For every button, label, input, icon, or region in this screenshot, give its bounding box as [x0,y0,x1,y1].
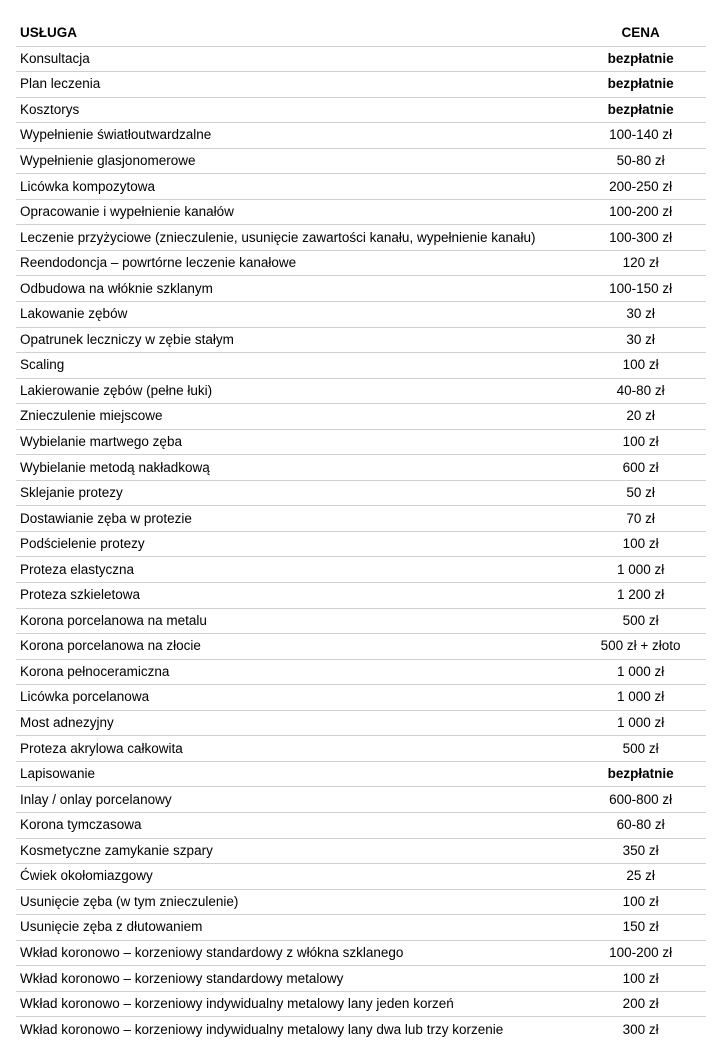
service-name-cell: Wkład koronowo – korzeniowy indywidualny metalowy lany dwa lub trzy korzenie [16,1017,575,1042]
table-row [16,557,706,583]
table-row [16,736,706,762]
table-row [16,864,706,890]
service-name-cell: Podścielenie protezy [16,531,575,557]
price-cell: 100-200 zł [575,940,706,966]
service-name-cell: Wybielanie martwego zęba [16,429,575,455]
service-name-cell: Wkład koronowo – korzeniowy indywidualny metalowy lany jeden korzeń [16,991,575,1017]
table-row [16,225,706,251]
price-cell: 600 zł [575,455,706,481]
service-name-cell: Konsultacja [16,46,575,72]
table-row [16,250,706,276]
price-cell: 600-800 zł [575,787,706,813]
service-name-cell: Lapisowanie [16,761,575,787]
service-name-cell: Lakowanie zębów [16,302,575,328]
price-cell: 1 000 zł [575,710,706,736]
price-cell: 25 zł [575,864,706,890]
price-cell: 1 200 zł [575,583,706,609]
service-name-cell: Kosmetyczne zamykanie szpary [16,838,575,864]
price-cell: bezpłatnie [575,761,706,787]
table-row [16,915,706,941]
service-name-cell: Wypełnienie glasjonomerowe [16,148,575,174]
table-row [16,659,706,685]
price-cell: 100 zł [575,531,706,557]
price-cell: 1 000 zł [575,659,706,685]
service-name-cell: Usunięcie zęba (w tym znieczulenie) [16,889,575,915]
service-name-cell: Most adnezyjny [16,710,575,736]
price-cell: bezpłatnie [575,46,706,72]
service-name-cell: Opracowanie i wypełnienie kanałów [16,199,575,225]
table-row [16,1017,706,1042]
table-row [16,174,706,200]
price-cell: 40-80 zł [575,378,706,404]
table-header-row [16,19,706,46]
header-price: CENA [621,25,660,41]
price-cell: 100-300 zł [575,225,706,251]
table-row [16,97,706,123]
service-name-cell: Wypełnienie światłoutwardzalne [16,123,575,149]
price-cell: 60-80 zł [575,812,706,838]
service-name-cell: Reendodoncja – powrtórne leczenie kanałowe [16,250,575,276]
price-cell: 300 zł [575,1017,706,1042]
table-row [16,327,706,353]
table-row [16,710,706,736]
price-cell: 100-200 zł [575,199,706,225]
price-cell: 50 zł [575,480,706,506]
table-row [16,199,706,225]
table-row [16,276,706,302]
service-name-cell: Korona porcelanowa na złocie [16,634,575,660]
service-name-cell: Wkład koronowo – korzeniowy standardowy metalowy [16,966,575,992]
table-row [16,506,706,532]
table-row [16,583,706,609]
table-row [16,940,706,966]
table-row [16,123,706,149]
service-name-cell: Opatrunek leczniczy w zębie stałym [16,327,575,353]
price-cell: bezpłatnie [575,72,706,98]
price-cell: 350 zł [575,838,706,864]
price-cell: 20 zł [575,404,706,430]
table-row [16,404,706,430]
table-body [16,46,706,1042]
service-name-cell: Scaling [16,353,575,379]
service-name-cell: Plan leczenia [16,72,575,98]
price-cell: 150 zł [575,915,706,941]
price-cell: 200-250 zł [575,174,706,200]
price-cell: 500 zł + złoto [575,634,706,660]
table-row [16,46,706,72]
table-row [16,966,706,992]
service-name-cell: Lakierowanie zębów (pełne łuki) [16,378,575,404]
price-cell: 70 zł [575,506,706,532]
service-name-cell: Proteza elastyczna [16,557,575,583]
price-cell: 200 zł [575,991,706,1017]
table-row [16,991,706,1017]
service-name-cell: Wybielanie metodą nakładkową [16,455,575,481]
service-name-cell: Znieczulenie miejscowe [16,404,575,430]
table-row [16,761,706,787]
service-name-cell: Proteza szkieletowa [16,583,575,609]
service-name-cell: Dostawianie zęba w protezie [16,506,575,532]
table-row [16,148,706,174]
price-list-table [16,19,706,1042]
service-name-cell: Korona porcelanowa na metalu [16,608,575,634]
price-cell: 100 zł [575,966,706,992]
service-name-cell: Wkład koronowo – korzeniowy standardowy z włókna szklanego [16,940,575,966]
service-name-cell: Kosztorys [16,97,575,123]
table-row [16,812,706,838]
table-row [16,838,706,864]
table-row [16,480,706,506]
price-cell: 100 zł [575,429,706,455]
service-name-cell: Usunięcie zęba z dłutowaniem [16,915,575,941]
service-name-cell: Licówka porcelanowa [16,685,575,711]
service-name-cell: Inlay / onlay porcelanowy [16,787,575,813]
service-name-cell: Leczenie przyżyciowe (znieczulenie, usunięcie zawartości kanału, wypełnienie kanału) [16,225,575,251]
service-name-cell: Proteza akrylowa całkowita [16,736,575,762]
price-cell: 100 zł [575,353,706,379]
table-row [16,787,706,813]
table-row [16,353,706,379]
table-row [16,608,706,634]
service-name-cell: Sklejanie protezy [16,480,575,506]
price-cell: 120 zł [575,250,706,276]
price-cell: 100-140 zł [575,123,706,149]
header-service: USŁUGA [20,25,77,41]
table-row [16,302,706,328]
table-row [16,685,706,711]
price-cell: 30 zł [575,302,706,328]
table-row [16,889,706,915]
price-cell: 30 zł [575,327,706,353]
service-name-cell: Odbudowa na włóknie szklanym [16,276,575,302]
service-name-cell: Korona pełnoceramiczna [16,659,575,685]
table-row [16,72,706,98]
price-cell: 500 zł [575,736,706,762]
price-cell: bezpłatnie [575,97,706,123]
service-name-cell: Licówka kompozytowa [16,174,575,200]
service-name-cell: Ćwiek okołomiazgowy [16,864,575,890]
service-name-cell: Korona tymczasowa [16,812,575,838]
price-cell: 500 zł [575,608,706,634]
price-cell: 100 zł [575,889,706,915]
price-cell: 100-150 zł [575,276,706,302]
table-row [16,634,706,660]
table-row [16,531,706,557]
table-row [16,378,706,404]
table-row [16,429,706,455]
price-cell: 50-80 zł [575,148,706,174]
table-row [16,455,706,481]
price-cell: 1 000 zł [575,685,706,711]
price-cell: 1 000 zł [575,557,706,583]
